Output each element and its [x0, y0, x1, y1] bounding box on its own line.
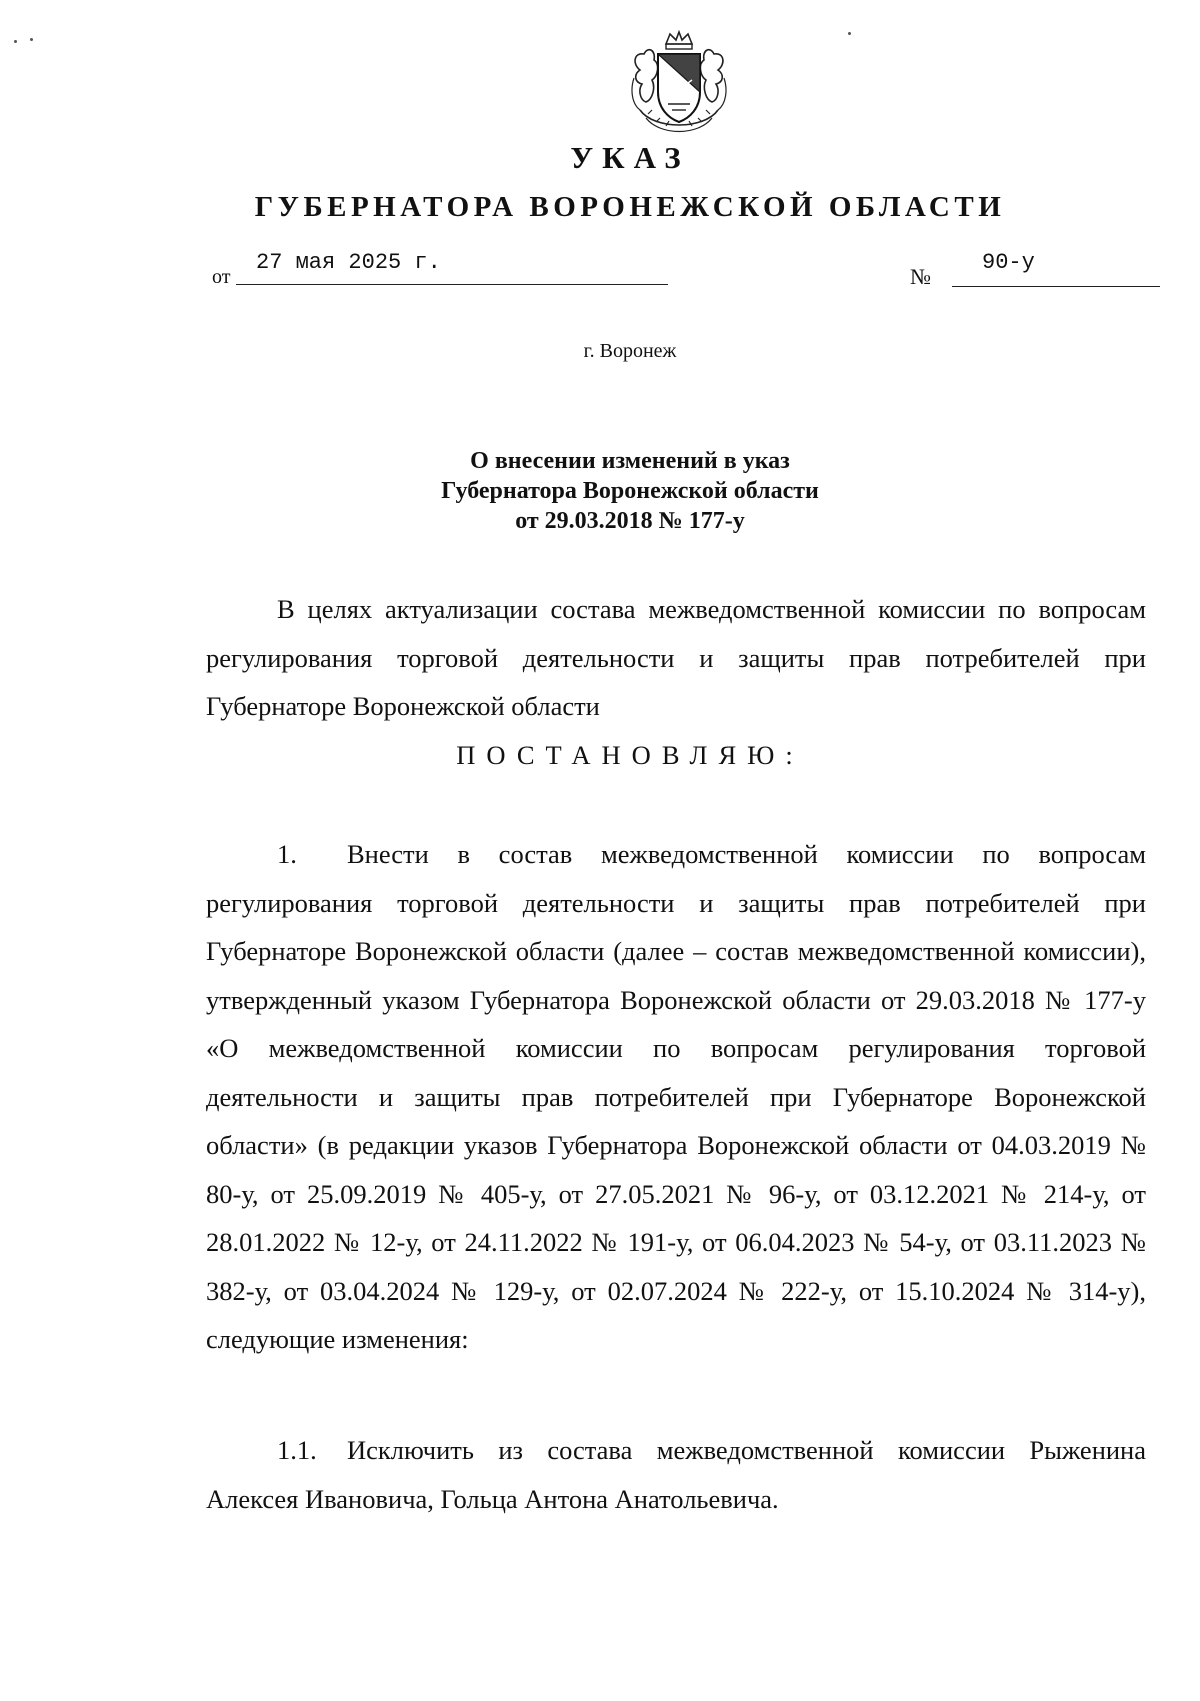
- scan-speck: [848, 32, 851, 35]
- decree-word: ПОСТАНОВЛЯЮ:: [456, 740, 804, 770]
- paragraph-1-1-text: [206, 1426, 1146, 1523]
- scan-speck: [30, 38, 33, 41]
- paragraph-body: Исключить из состава межведомственной комиссии Рыженина Алексея Ивановича, Гольца Антона Анатольевича.: [206, 1435, 1146, 1514]
- paragraph-number: 1.1.: [277, 1435, 317, 1465]
- paragraph-number: 1.: [277, 839, 297, 869]
- preamble: [206, 585, 1146, 731]
- city-label: г. Воронеж: [583, 340, 677, 362]
- number-value: 90-у: [982, 250, 1035, 275]
- date-value: 27 мая 2025 г.: [256, 250, 441, 275]
- document-type-title: УКАЗ: [570, 140, 690, 175]
- date-prefix: от: [212, 266, 231, 288]
- number-field: [952, 250, 1160, 287]
- issuer-title: ГУБЕРНАТОРА ВОРОНЕЖСКОЙ ОБЛАСТИ: [254, 191, 1006, 223]
- title-line: О внесении изменений в указ: [470, 448, 790, 474]
- paragraph-1-text: [206, 830, 1146, 1364]
- scan-speck: [14, 40, 17, 43]
- paragraph-1-1: [206, 1426, 1146, 1523]
- preamble-text: В целях актуализации состава межведомственной комиссии по вопросам регулирования торговой деятельности и защиты прав потребителей при Губернаторе Воронежской области: [206, 594, 1146, 721]
- date-number-line: [212, 250, 1160, 294]
- paragraph-1: [206, 830, 1146, 1364]
- document-title: [0, 446, 1200, 536]
- title-line: Губернатора Воронежской области: [441, 478, 819, 504]
- paragraph-body: Внести в состав межведомственной комиссии по вопросам регулирования торговой деятельности и защиты прав потребителей при Губернаторе Воронежской области (далее – состав межведомственной комиссии), утвержденный указом Губернатора Воронежской области от 29.03.2018 № 177-у «О межведомственной комиссии по вопросам регулирования торговой деятельности и защиты прав потребителей при Губернаторе Воронежской области» (в редакции указов Губернатора Воронежской области от 04.03.2019 № 80-у, от 25.09.2019 № 405-у, от 27.05.2021 № 96-у, от 03.12.2021 № 214-у, от 28.01.2022 № 12-у, от 24.11.2022 № 191-у, от 06.04.2023 № 54-у, от 03.11.2023 № 382-у, от 03.04.2024 № 129-у, от 02.07.2024 № 222-у, от 15.10.2024 № 314-у), следующие изменения:: [206, 839, 1146, 1354]
- title-line: от 29.03.2018 № 177-у: [515, 508, 745, 534]
- voronezh-coat-of-arms-icon: [626, 30, 732, 142]
- number-prefix: №: [910, 264, 931, 289]
- date-field: [236, 250, 668, 285]
